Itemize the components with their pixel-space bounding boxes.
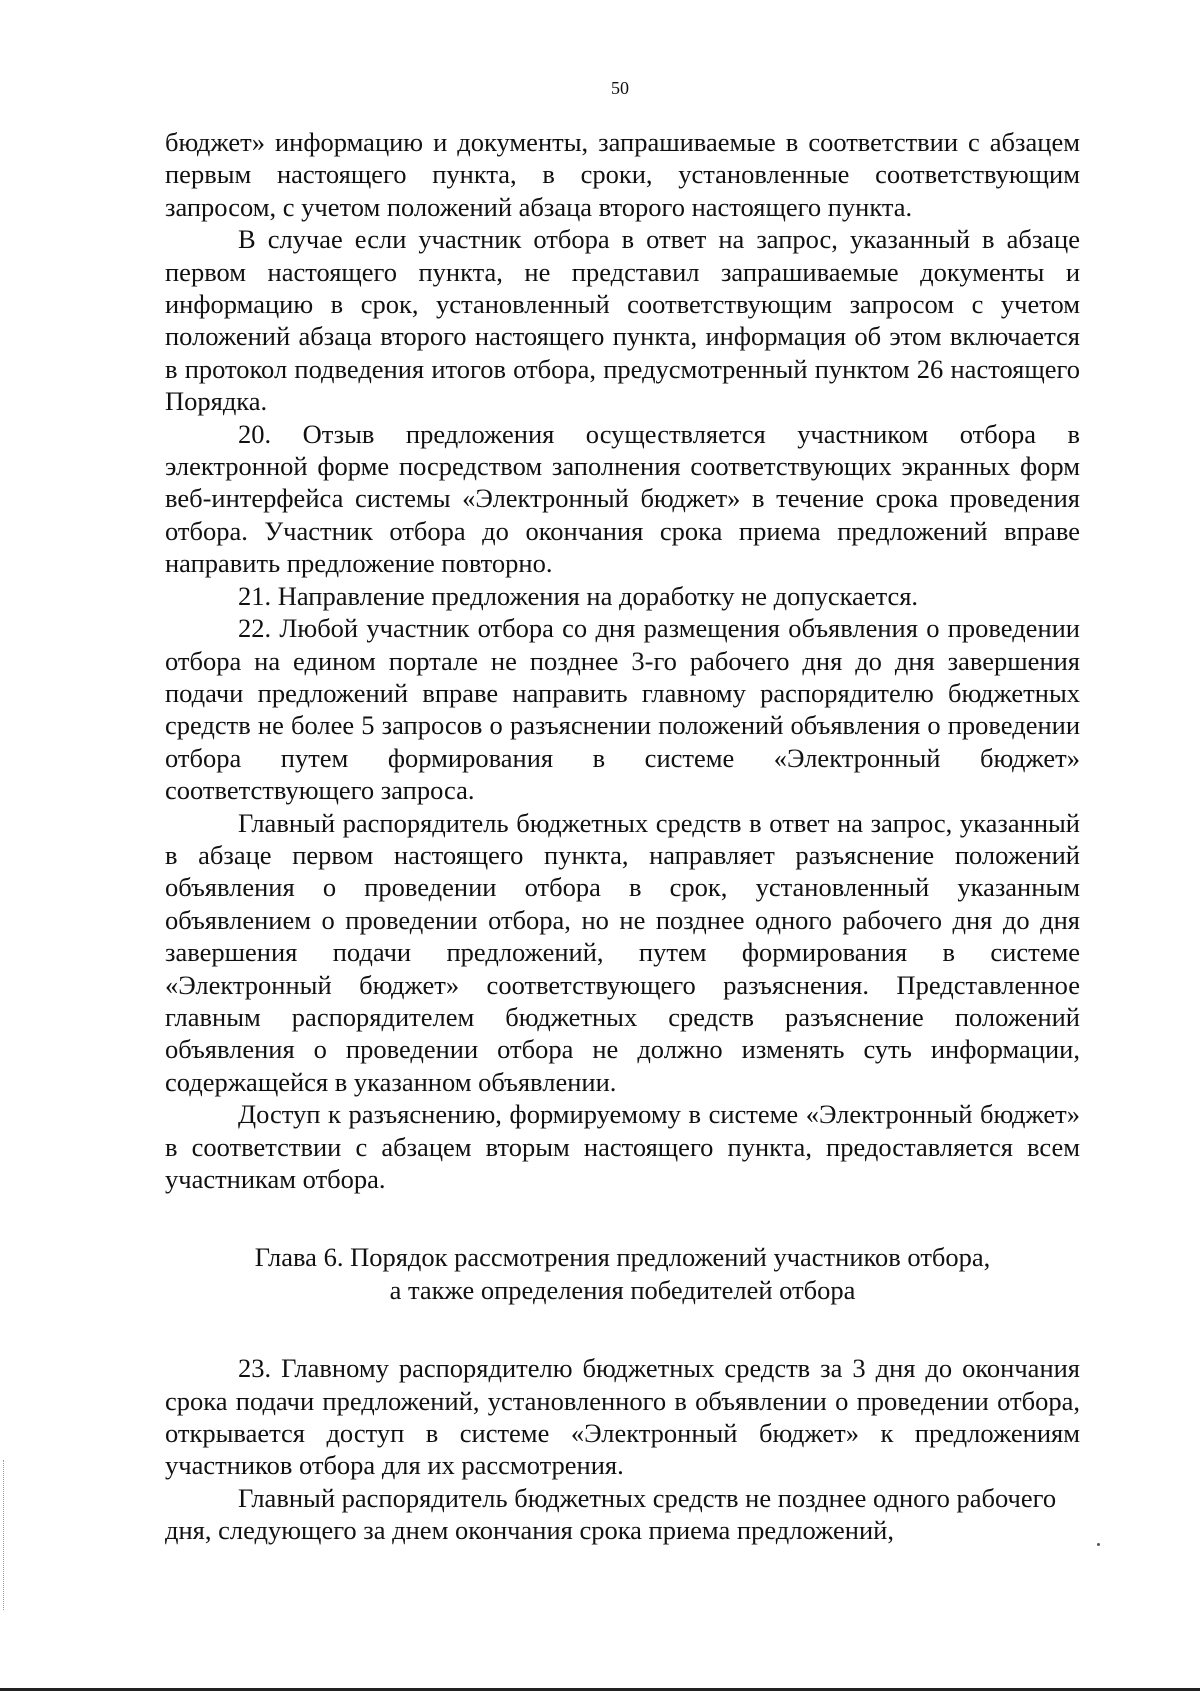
chapter-heading	[165, 1241, 1080, 1306]
page-number: 50	[611, 78, 629, 98]
scan-speck	[1097, 1543, 1100, 1546]
scan-bottom-edge	[0, 1688, 1200, 1691]
paragraph-item-20: 20. Отзыв предложения осуществляется участником отбора в электронной форме посредством заполнения соответствующих экранных форм веб-интерфейса системы «Электронный бюджет» в течение срока проведения отбора. Участник отбора до окончания срока приема предложений вправе направить предложение повторно.	[165, 418, 1080, 579]
paragraph-item-21: 21. Направление предложения на доработку не допускается.	[238, 580, 919, 611]
document-body	[165, 126, 1080, 1547]
paragraph-continues-next-page: Главный распорядитель бюджетных средств не позднее одного рабочего дня, следующего за днем окончания срока приема предложений,	[165, 1482, 1057, 1546]
scan-edge-mark	[3, 1460, 5, 1610]
paragraph: В случае если участник отбора в ответ на запрос, указанный в абзаце первом настоящего пункта, не представил запрашиваемые документы и информацию в срок, установленный соответствующим запросом с учетом положений абзаца второго настоящего пункта, информация об этом включается в протокол подведения итогов отбора, предусмотренный пунктом 26 настоящего Порядка.	[165, 224, 1080, 417]
chapter-heading-line: а также определения победителей отбора	[389, 1274, 856, 1305]
paragraph-item-22: 22. Любой участник отбора со дня размещения объявления о проведении отбора на едином портале не позднее 3-го рабочего дня до дня завершения подачи предложений вправе направить главному распорядителю бюджетных средств не более 5 запросов о разъяснении положений объявления о проведении отбора путем формирования в системе «Электронный бюджет» соответствующего запроса.	[165, 613, 1080, 806]
paragraph: Доступ к разъяснению, формируемому в системе «Электронный бюджет» в соответствии с абзацем вторым настоящего пункта, предоставляется всем участникам отбора.	[165, 1099, 1080, 1194]
paragraph-continued: бюджет» информацию и документы, запрашиваемые в соответствии с абзацем первым настоящего пункта, в сроки, установленные соответствующим запросом, с учетом положений абзаца второго настоящего пункта.	[165, 127, 1080, 222]
paragraph-item-23: 23. Главному распорядителю бюджетных средств за 3 дня до окончания срока подачи предложений, установленного в объявлении о проведении отбора, открывается доступ в системе «Электронный бюджет» к предложениям участников отбора для их рассмотрения.	[165, 1353, 1080, 1481]
chapter-heading-line: Глава 6. Порядок рассмотрения предложений участников отбора,	[254, 1242, 991, 1273]
paragraph: Главный распорядитель бюджетных средств в ответ на запрос, указанный в абзаце первом настоящего пункта, направляет разъяснение положений объявления о проведении отбора в срок, установленный указанным объявлением о проведении отбора, но не позднее одного рабочего дня до дня завершения подачи предложений, путем формирования в системе «Электронный бюджет» соответствующего разъяснения. Представленное главным распорядителем бюджетных средств разъяснение положений объявления о проведении отбора не должно изменять суть информации, содержащейся в указанном объявлении.	[165, 807, 1080, 1097]
